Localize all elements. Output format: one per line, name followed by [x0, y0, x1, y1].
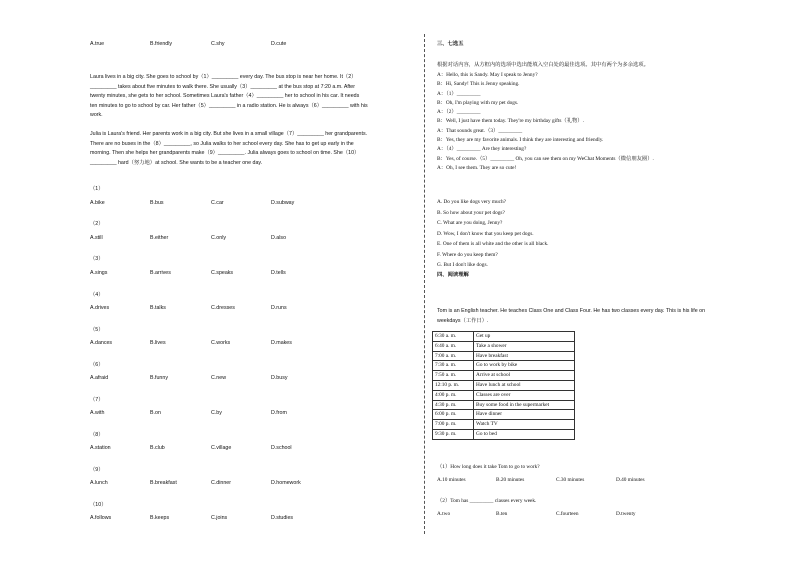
option-c[interactable]: C.new	[211, 375, 227, 381]
option-b[interactable]: B.lives	[150, 340, 166, 346]
option-a[interactable]: A.with	[90, 410, 105, 416]
option-d[interactable]: D.busy	[271, 375, 288, 381]
choice-item[interactable]: F. Where do you keep them?	[437, 251, 498, 258]
question-text: （2）Tom has _________ classes every week.	[437, 498, 537, 504]
time-cell: 7:30 a. m.	[433, 361, 474, 371]
question-text: （1）How long does it take Tom to go to work?	[437, 464, 540, 470]
option-a[interactable]: A.true	[90, 41, 105, 47]
dialogue-line: A：That sounds great.（3）_________	[437, 127, 523, 134]
option-a[interactable]: A.bike	[90, 200, 105, 206]
table-row	[433, 351, 575, 361]
activity-cell: Go to work by bike	[474, 361, 575, 371]
option-c[interactable]: C.dinner	[211, 480, 232, 486]
activity-cell: Get up	[474, 332, 575, 342]
dialogue-line: B：Oh, I'm playing with my pet dogs.	[437, 99, 519, 106]
option-c[interactable]: C.dresses	[211, 305, 235, 311]
option-d[interactable]: D.studies	[271, 515, 294, 521]
schedule-table	[432, 331, 575, 440]
option-c[interactable]: C.car	[211, 200, 224, 206]
question-number: （10）	[90, 502, 107, 508]
choice-item[interactable]: G. But I don't like dogs.	[437, 262, 488, 268]
option-b[interactable]: B.funny	[150, 375, 168, 381]
option-d[interactable]: D.school	[271, 445, 292, 451]
time-cell: 12:10 p. m.	[433, 380, 474, 390]
option-a[interactable]: A.follows	[90, 515, 112, 521]
passage-julia	[90, 130, 367, 168]
time-cell: 6:00 p. m.	[433, 410, 474, 420]
reading-intro	[437, 306, 705, 326]
option-b[interactable]: B.bus	[150, 200, 164, 206]
time-cell: 7:50 a. m.	[433, 371, 474, 381]
option-d[interactable]: D.40 minutes	[616, 477, 645, 483]
activity-cell: Arrive at school	[474, 371, 575, 381]
section-instruction: 根据对话内容，从方框内的选项中选出能填入空白处的最佳选项。其中有两个为多余选项。	[437, 62, 649, 68]
time-cell: 6:30 a. m.	[433, 332, 474, 342]
passage-line: Laura lives in a big city. She goes to school by（1）_________ every day. The bus stop is near her home. It（2）	[90, 74, 357, 80]
passage-line: There are no buses in the（8）_________, so Julia walks to her school every day. She has to get up early in the	[90, 140, 354, 147]
dialogue	[437, 71, 654, 173]
table-row	[433, 332, 575, 342]
option-d[interactable]: D.subway	[271, 200, 295, 206]
table-row	[433, 400, 575, 410]
dialogue-line: B：Well, I just have them today. They're my birthday gifts（礼物）.	[437, 118, 584, 125]
option-b[interactable]: B.keeps	[150, 515, 170, 521]
time-cell: 6:40 a. m.	[433, 341, 474, 351]
section-title: 三、七选五	[437, 41, 464, 47]
passage-line: _________ hard（努力地）at school. She wants to be a teacher one day.	[90, 159, 263, 166]
choice-item[interactable]: C. What are you doing, Jenny?	[437, 220, 503, 226]
activity-cell: Have breakfast	[474, 351, 575, 361]
option-b[interactable]: B.friendly	[150, 41, 173, 47]
option-b[interactable]: B.20 minutes	[496, 477, 525, 483]
dialogue-line: B：Yes, they are my favorite animals. I think they are interesting and friendly.	[437, 137, 604, 144]
answer-choices	[437, 197, 549, 271]
time-cell: 4:30 p. m.	[433, 400, 474, 410]
option-d[interactable]: D.cute	[271, 41, 287, 47]
table-row	[433, 341, 575, 351]
question-number: （7）	[90, 397, 104, 403]
option-c[interactable]: C.by	[211, 410, 222, 416]
table-row	[433, 371, 575, 381]
passage-line: work.	[90, 112, 103, 118]
choice-item[interactable]: A. Do you like dogs very much?	[437, 199, 506, 205]
option-b[interactable]: B.ten	[496, 511, 508, 517]
time-cell: 7:00 a. m.	[433, 351, 474, 361]
option-b[interactable]: B.arrives	[150, 270, 171, 276]
section-title: 四、阅读理解	[437, 272, 469, 278]
question-number: （5）	[90, 327, 104, 333]
option-d[interactable]: D.from	[271, 410, 287, 416]
table-row	[433, 429, 575, 439]
option-a[interactable]: A.lunch	[90, 480, 108, 486]
option-d[interactable]: D.homework	[271, 480, 301, 486]
question-number: （8）	[90, 432, 104, 438]
activity-cell: Buy some food in the supermarket	[474, 400, 575, 410]
option-c[interactable]: C.fourteen	[556, 511, 579, 517]
option-a[interactable]: A.drives	[90, 305, 110, 311]
question-number: （1）	[90, 186, 104, 192]
option-b[interactable]: B.club	[150, 445, 165, 451]
passage-line: morning. Then she helps her grandparents make（9）_________. Julia always goes to school on time. She（10）	[90, 150, 360, 156]
option-a[interactable]: A.two	[437, 511, 451, 517]
choice-item[interactable]: B. So how about your pet dogs?	[437, 209, 505, 216]
question-number: （2）	[90, 221, 104, 227]
passage-line: twenty minutes, she gets to her school. Sometimes Laura's father（4）_________ her to school in his car. It needs	[90, 93, 360, 99]
option-a[interactable]: A.still	[90, 235, 103, 241]
table-row	[433, 361, 575, 371]
dialogue-line: A：Hello, this is Sandy. May I speak to Jenny?	[437, 72, 538, 78]
dialogue-line: A：（4）_________ Are they interesting?	[437, 146, 527, 153]
option-a[interactable]: A.station	[90, 445, 111, 451]
option-d[interactable]: D.tells	[271, 270, 286, 276]
activity-cell: Go to bed	[474, 429, 575, 439]
option-c[interactable]: C.speaks	[211, 270, 234, 276]
table-row	[433, 380, 575, 390]
time-cell: 9:30 p. m.	[433, 429, 474, 439]
option-a[interactable]: A.afraid	[90, 375, 109, 381]
activity-cell: Take a shower	[474, 341, 575, 351]
dialogue-line: B：Hi, Sandy! This is Jenny speaking.	[437, 81, 520, 88]
option-d[interactable]: D.runs	[271, 305, 287, 311]
table-row	[433, 390, 575, 400]
dialogue-line: A：（1）_________	[437, 90, 481, 97]
option-b[interactable]: B.on	[150, 410, 161, 416]
passage-line: Julia is Laura's friend. Her parents work in a big city. But she lives in a small village（7）_________ her grandparents.	[90, 131, 368, 137]
question-number: （6）	[90, 362, 104, 368]
activity-cell: Have lunch at school	[474, 380, 575, 390]
dialogue-line: A：Oh, I see them. They are so cute!	[437, 164, 517, 171]
intro-line: Tom is an English teacher. He teaches Class One and Class Four. He has two classes every day. This is his life on	[437, 308, 706, 314]
dialogue-line: A：（2）_________	[437, 109, 481, 116]
option-d[interactable]: D.makes	[271, 340, 292, 346]
passage-line: _________ takes about five minutes to walk there. She usually（3）_________ at the bus stop at 7:20 a.m. After	[90, 83, 356, 90]
option-c[interactable]: C.shy	[211, 41, 225, 47]
option-d[interactable]: D.twenty	[616, 511, 636, 517]
option-a[interactable]: A.10 minutes	[437, 477, 466, 483]
option-c[interactable]: C.30 minutes	[556, 477, 585, 483]
option-a[interactable]: A.sings	[90, 270, 108, 276]
option-b[interactable]: B.either	[150, 235, 169, 241]
table-row	[433, 420, 575, 430]
table-row	[433, 410, 575, 420]
column-divider	[424, 34, 425, 534]
option-c[interactable]: C.only	[211, 235, 227, 241]
time-cell: 4:00 p. m.	[433, 390, 474, 400]
passage-line: ten minutes to go to school by car. Her father（5）_________ in a radio station. He is always（6）_________ with his	[90, 102, 368, 109]
question-number: （3）	[90, 256, 104, 262]
question-number: （9）	[90, 467, 104, 473]
option-d[interactable]: D.also	[271, 235, 287, 241]
question-number: （4）	[90, 292, 104, 298]
choice-item[interactable]: E. One of them is all white and the other is all black.	[437, 241, 549, 247]
option-c[interactable]: C.joins	[211, 515, 228, 521]
option-a[interactable]: A.dances	[90, 340, 113, 346]
passage-laura	[90, 73, 368, 121]
activity-cell: Classes are over	[474, 390, 575, 400]
activity-cell: Have dinner	[474, 410, 575, 420]
dialogue-line: B：Yes, of course.（5）_________ Oh, you can see them on my WeChat Moments（微信朋友圈）.	[437, 155, 654, 162]
option-b[interactable]: B.talks	[150, 305, 166, 311]
choice-item[interactable]: D. Wow, I don't know that you keep pet dogs.	[437, 230, 534, 237]
activity-cell: Watch TV	[474, 420, 575, 430]
intro-line: weekdays（工作日）.	[437, 318, 489, 324]
option-b[interactable]: B.breakfast	[150, 480, 177, 486]
option-c[interactable]: C.village	[211, 445, 232, 451]
time-cell: 7:00 p. m.	[433, 420, 474, 430]
option-c[interactable]: C.works	[211, 340, 231, 346]
